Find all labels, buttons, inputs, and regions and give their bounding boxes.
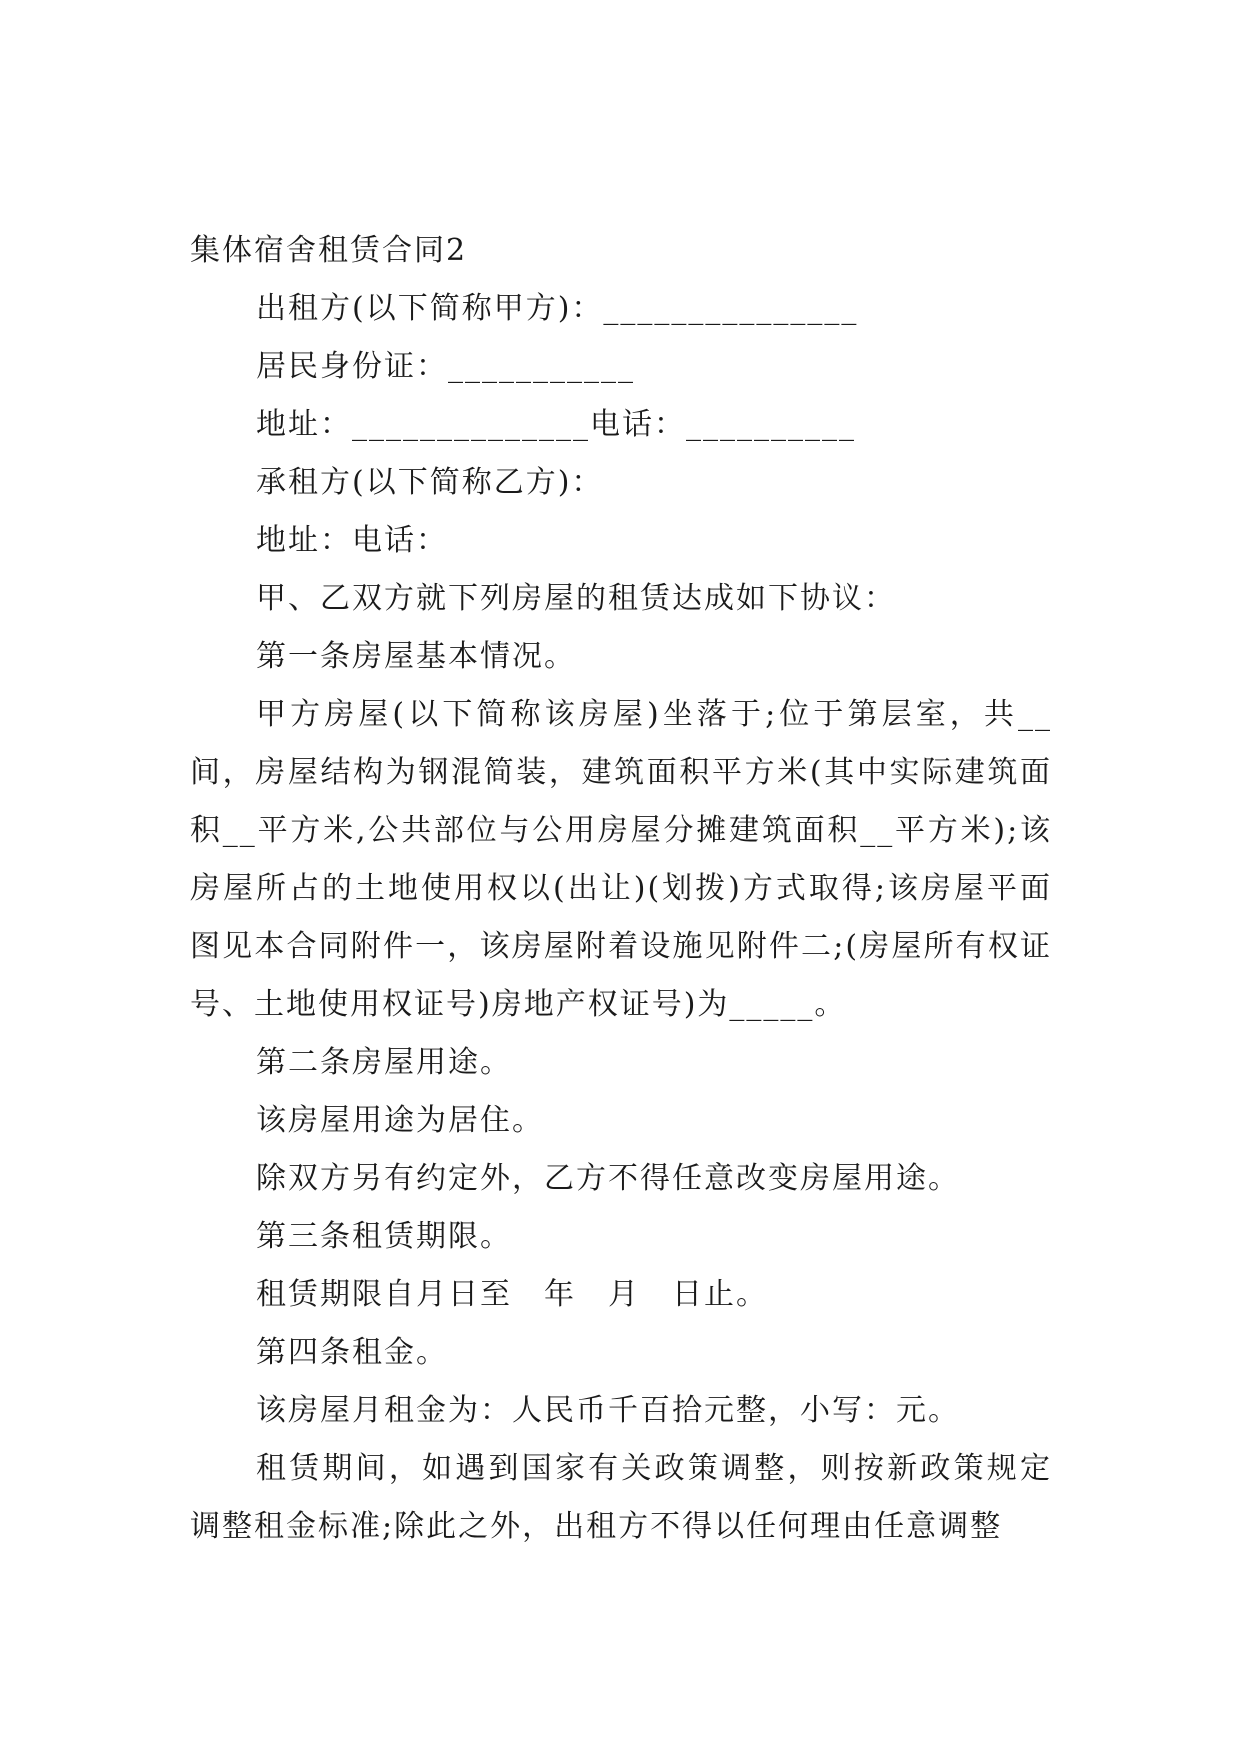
article-4-body: 该房屋月租金为：人民币千百拾元整，小写：元。 — [256, 1393, 960, 1428]
lessor-id-line: 居民身份证：___________ — [256, 349, 635, 384]
document-body — [190, 222, 1052, 1556]
article-2-heading: 第二条房屋用途。 — [256, 1045, 512, 1080]
lessee-line: 承租方(以下简称乙方)： — [256, 465, 604, 500]
document-title: 集体宿舍租赁合同2 — [190, 233, 468, 268]
article-4-adjustment: 租赁期间，如遇到国家有关政策调整，则按新政策规定调整租金标准;除此之外，出租方不得以任何理由任意调整 — [190, 1451, 1052, 1544]
lessor-line: 出租方(以下简称甲方)：_______________ — [256, 291, 859, 326]
agreement-intro: 甲、乙双方就下列房屋的租赁达成如下协议： — [256, 581, 896, 616]
article-4-heading: 第四条租金。 — [256, 1335, 448, 1370]
lessee-address-phone-line: 地址：电话： — [256, 523, 448, 558]
article-3-body: 租赁期限自月日至 年 月 日止。 — [256, 1277, 768, 1312]
article-1-body: 甲方房屋(以下简称该房屋)坐落于;位于第层室，共__间，房屋结构为钢混简装，建筑面积平方米(其中实际建筑面积__平方米,公共部位与公用房屋分摊建筑面积__平方米);该房屋所占的土地使用权以(出让)(划拨)方式取得;该房屋平面图见本合同附件一，该房屋附着设施见附件二;(房屋所有权证号、土地使用权证号)房地产权证号)为_____。 — [190, 697, 1052, 1022]
article-1-heading: 第一条房屋基本情况。 — [256, 639, 576, 674]
article-2-clause: 除双方另有约定外，乙方不得任意改变房屋用途。 — [256, 1161, 960, 1196]
article-3-heading: 第三条租赁期限。 — [256, 1219, 512, 1254]
article-2-body: 该房屋用途为居住。 — [256, 1103, 544, 1138]
lessor-address-phone-line: 地址：______________电话：__________ — [256, 407, 856, 442]
